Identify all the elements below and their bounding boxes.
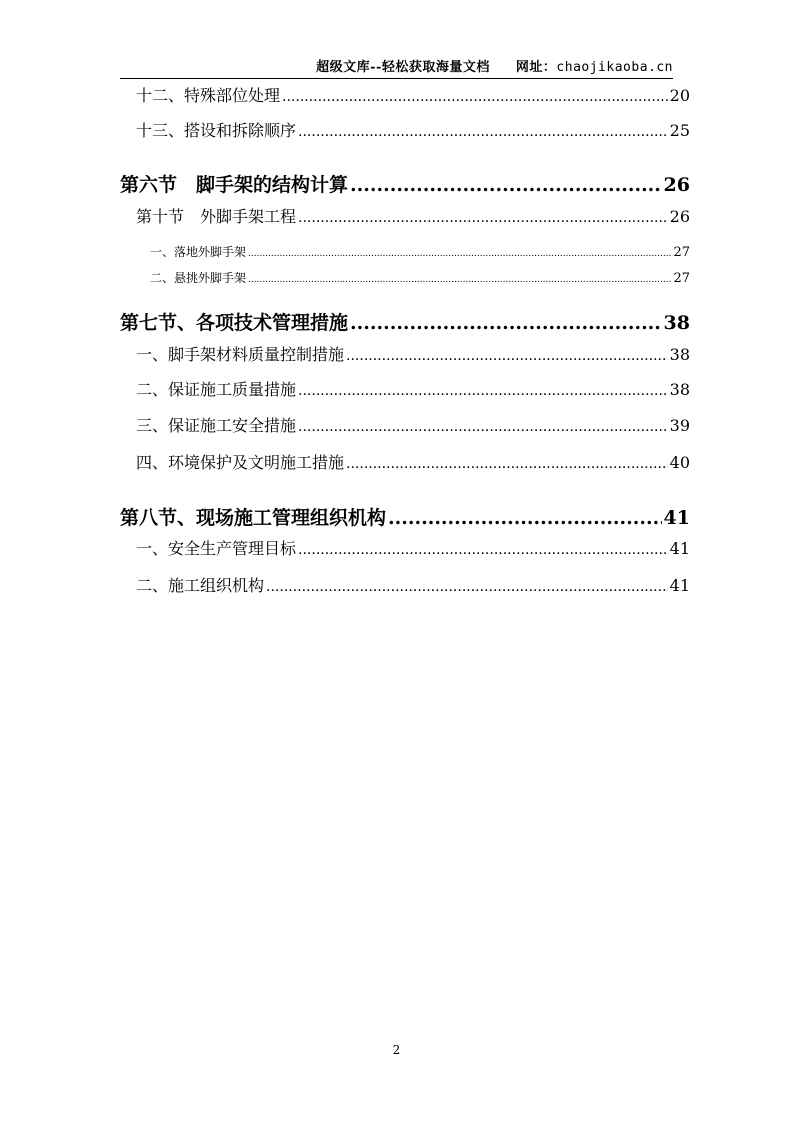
toc-leader-dots — [350, 312, 662, 334]
toc-entry[interactable] — [136, 83, 690, 106]
toc-leader-dots — [266, 579, 668, 595]
toc-entry[interactable] — [136, 204, 690, 227]
toc-entry[interactable] — [136, 536, 690, 559]
toc-entry-page: 38 — [669, 380, 690, 399]
toc-entry-page: 25 — [669, 121, 690, 140]
toc-entry-label: 二、保证施工质量措施 — [136, 380, 297, 399]
toc-entry-page: 38 — [663, 312, 690, 334]
toc-section-entry[interactable] — [120, 308, 690, 335]
toc-entry-label: 十三、搭设和拆除顺序 — [136, 121, 297, 140]
toc-entry[interactable] — [136, 573, 690, 596]
toc-entry-label: 一、安全生产管理目标 — [136, 539, 297, 558]
toc-entry-page: 41 — [669, 576, 690, 595]
toc-entry-page: 26 — [669, 207, 690, 226]
toc-leader-dots — [298, 383, 668, 399]
toc-entry[interactable] — [136, 413, 690, 436]
toc-entry[interactable] — [136, 377, 690, 400]
header-url[interactable]: chaojikaoba.cn — [556, 60, 673, 75]
header-text — [316, 56, 673, 75]
toc-entry-label: 第六节 脚手架的结构计算 — [120, 174, 349, 196]
toc-entry-label: 第七节、各项技术管理措施 — [120, 312, 349, 334]
toc-entry-page: 38 — [669, 345, 690, 364]
toc-leader-dots — [346, 456, 668, 472]
toc-entry-label: 一、脚手架材料质量控制措施 — [136, 345, 345, 364]
toc-section-entry[interactable] — [120, 503, 690, 530]
toc-entry-label: 四、环境保护及文明施工措施 — [136, 453, 345, 472]
toc-entry-page: 39 — [669, 416, 690, 435]
toc-leader-dots — [350, 174, 662, 196]
toc-leader-dots — [248, 275, 671, 285]
toc-leader-dots — [298, 419, 668, 435]
toc-entry[interactable] — [136, 450, 690, 473]
toc-leader-dots — [346, 348, 668, 364]
toc-entry-page: 27 — [673, 245, 690, 260]
toc-leader-dots — [248, 249, 671, 259]
toc-entry-label: 第十节 外脚手架工程 — [136, 207, 297, 226]
page-header — [120, 56, 673, 79]
toc-entry[interactable] — [136, 118, 690, 141]
toc-leader-dots — [388, 507, 662, 529]
toc-subentry[interactable] — [150, 243, 690, 260]
toc-section-entry[interactable] — [120, 170, 690, 197]
toc-entry-page: 26 — [663, 174, 690, 196]
toc-entry-page: 20 — [669, 86, 690, 105]
header-site-label: 网址： — [515, 60, 557, 75]
toc-entry-label: 二、施工组织机构 — [136, 576, 265, 595]
toc-leader-dots — [298, 210, 668, 226]
toc-entry-label: 第八节、现场施工管理组织机构 — [120, 507, 387, 529]
toc-subentry[interactable] — [150, 269, 690, 286]
toc-leader-dots — [298, 542, 668, 558]
toc-entry-page: 41 — [669, 539, 690, 558]
toc-entry-label: 二、悬挑外脚手架 — [150, 271, 247, 285]
toc-entry-label: 十二、特殊部位处理 — [136, 86, 281, 105]
toc-entry-page: 27 — [673, 271, 690, 286]
toc-entry-page: 41 — [663, 507, 690, 529]
toc-leader-dots — [298, 124, 668, 140]
toc-entry-label: 三、保证施工安全措施 — [136, 416, 297, 435]
toc-entry-label: 一、落地外脚手架 — [150, 245, 247, 259]
page-number: 2 — [392, 1043, 401, 1057]
toc-leader-dots — [282, 89, 668, 105]
toc-entry[interactable] — [136, 342, 690, 365]
toc-entry-page: 40 — [669, 453, 690, 472]
header-title: 超级文库--轻松获取海量文档 — [316, 60, 490, 75]
